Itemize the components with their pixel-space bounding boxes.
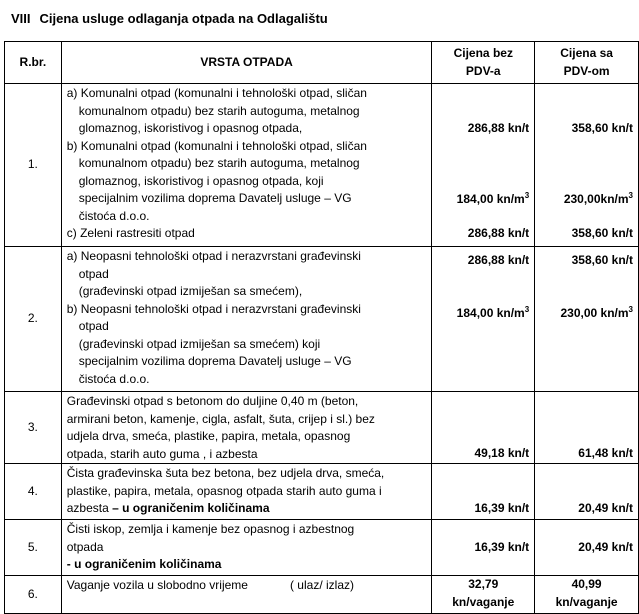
desc-line: otpad bbox=[78, 319, 109, 333]
price-unit: kn/vaganje bbox=[452, 594, 515, 609]
price-value: 286,88 kn/t bbox=[467, 121, 530, 135]
price-value: 358,60 kn/t bbox=[571, 226, 633, 240]
table-row bbox=[5, 520, 639, 576]
unit-superscript: 3 bbox=[628, 190, 633, 200]
col-header-rbr: R.br. bbox=[5, 42, 62, 84]
desc-line: glomaznog, iskoristivog i opasnog otpada, koji bbox=[78, 173, 324, 188]
desc-line: otpad bbox=[78, 266, 109, 281]
table-row bbox=[5, 576, 639, 614]
table-row bbox=[5, 84, 639, 247]
section-number: VIII bbox=[11, 11, 31, 26]
section-title: Cijena usluge odlaganja otpada na Odlagalištu bbox=[39, 11, 328, 26]
col-header-bez-pdv: Cijena bez PDV-a bbox=[432, 42, 535, 84]
price-sa-pdv bbox=[535, 464, 639, 520]
section-heading bbox=[11, 11, 328, 26]
desc-line: Čista građevinska šuta bez betona, bez udjela drva, smeća, bbox=[66, 466, 385, 480]
desc-line: (građevinski otpad izmiješan sa smećem) koji bbox=[78, 336, 321, 351]
unit-superscript: 3 bbox=[524, 190, 530, 200]
price-value: 286,88 kn/t bbox=[467, 253, 530, 267]
quantity-limit-note: – u ograničenim količinama bbox=[108, 501, 270, 515]
price-bez-pdv bbox=[432, 576, 535, 614]
price-value: 16,39 kn/t bbox=[474, 540, 530, 554]
row-description bbox=[61, 520, 432, 576]
col-header-vrsta: VRSTA OTPADA bbox=[61, 42, 432, 84]
desc-line: otpada, starih auto guma , i azbesta bbox=[66, 446, 258, 461]
price-bez-pdv bbox=[432, 464, 535, 520]
desc-line: (građevinski otpad izmiješan sa smećem), bbox=[78, 284, 303, 298]
price-value: 20,49 kn/t bbox=[578, 540, 633, 554]
desc-line: b) Neopasni tehnološki otpad i nerazvrstani građevinski bbox=[66, 301, 361, 316]
unit-superscript: 3 bbox=[524, 304, 530, 314]
header-row bbox=[5, 42, 639, 84]
price-bez-pdv bbox=[432, 247, 535, 392]
price-table bbox=[4, 41, 639, 614]
table-row bbox=[5, 247, 639, 392]
price-value: 286,88 kn/t bbox=[467, 226, 530, 240]
desc-line: a) Neopasni tehnološki otpad i nerazvrstani građevinski bbox=[66, 249, 361, 263]
desc-line: armirani beton, kamenje, cigla, asfalt, šuta, crijep i sl.) bez bbox=[66, 411, 375, 426]
row-number: 6. bbox=[5, 576, 62, 614]
desc-line: plastike, papira, metala, opasnog otpada starih auto guma i bbox=[66, 483, 382, 498]
desc-line: čistoća d.o.o. bbox=[78, 371, 150, 386]
price-value: 20,49 kn/t bbox=[578, 501, 633, 515]
price-value: 230,00kn/m bbox=[563, 191, 629, 206]
price-unit: kn/vaganje bbox=[555, 594, 618, 609]
desc-line: komunalnom otpadu) bez starih autoguma, metalnog bbox=[78, 103, 360, 118]
desc-line: specijalnim vozilima doprema Davatelj usluge – VG bbox=[78, 191, 352, 205]
table-row bbox=[5, 392, 639, 464]
price-value: 184,00 kn/m bbox=[456, 305, 525, 320]
price-sa-pdv bbox=[535, 247, 639, 392]
desc-line: glomaznog, iskoristivog i opasnog otpada, bbox=[78, 121, 303, 135]
desc-line: specijalnim vozilima doprema Davatelj usluge – VG bbox=[78, 354, 352, 368]
price-value: 32,79 bbox=[468, 577, 499, 591]
price-sa-pdv bbox=[535, 520, 639, 576]
desc-line: ( ulaz/ izlaz) bbox=[289, 578, 354, 592]
price-value: 16,39 kn/t bbox=[474, 501, 530, 515]
desc-line: Čisti iskop, zemlja i kamenje bez opasnog i azbestnog bbox=[66, 522, 355, 536]
col-header-sa-pdv: Cijena sa PDV-om bbox=[535, 42, 639, 84]
desc-line: a) Komunalni otpad (komunalni i tehnološki otpad, sličan bbox=[66, 86, 367, 100]
price-bez-pdv bbox=[432, 84, 535, 247]
unit-superscript: 3 bbox=[628, 304, 633, 314]
row-number: 5. bbox=[5, 520, 62, 576]
desc-line: b) Komunalni otpad (komunalni i tehnološki otpad, sličan bbox=[66, 138, 367, 153]
desc-line: Građevinski otpad s betonom do duljine 0,40 m (beton, bbox=[66, 394, 359, 408]
table-row bbox=[5, 464, 639, 520]
desc-line: otpada bbox=[66, 539, 104, 554]
row-description bbox=[61, 84, 432, 247]
price-bez-pdv bbox=[432, 392, 535, 464]
price-sa-pdv bbox=[535, 84, 639, 247]
price-value: 358,60 kn/t bbox=[571, 121, 633, 135]
price-bez-pdv bbox=[432, 520, 535, 576]
price-value: 49,18 kn/t bbox=[474, 446, 530, 460]
row-number: 1. bbox=[5, 84, 62, 247]
row-number: 4. bbox=[5, 464, 62, 520]
desc-line: azbesta bbox=[66, 501, 109, 515]
desc-line: udjela drva, smeća, plastike, papira, metala, opasnog bbox=[66, 429, 351, 443]
row-number: 2. bbox=[5, 247, 62, 392]
row-description bbox=[61, 247, 432, 392]
row-description bbox=[61, 392, 432, 464]
row-description bbox=[61, 464, 432, 520]
price-sa-pdv bbox=[535, 576, 639, 614]
desc-line: čistoća d.o.o. bbox=[78, 208, 150, 223]
price-value: 61,48 kn/t bbox=[578, 446, 633, 460]
desc-line: c) Zeleni rastresiti otpad bbox=[66, 226, 195, 240]
price-value: 358,60 kn/t bbox=[571, 253, 633, 267]
price-value: 40,99 bbox=[571, 577, 602, 591]
quantity-limit-note: - u ograničenim količinama bbox=[66, 557, 222, 571]
price-value: 230,00 kn/m bbox=[560, 305, 629, 320]
desc-line: Vaganje vozila u slobodno vrijeme bbox=[66, 578, 248, 592]
row-number: 3. bbox=[5, 392, 62, 464]
row-description bbox=[61, 576, 432, 614]
price-value: 184,00 kn/m bbox=[456, 191, 525, 206]
desc-line: komunalnom otpadu) bez starih autoguma, metalnog bbox=[78, 156, 360, 170]
price-sa-pdv bbox=[535, 392, 639, 464]
